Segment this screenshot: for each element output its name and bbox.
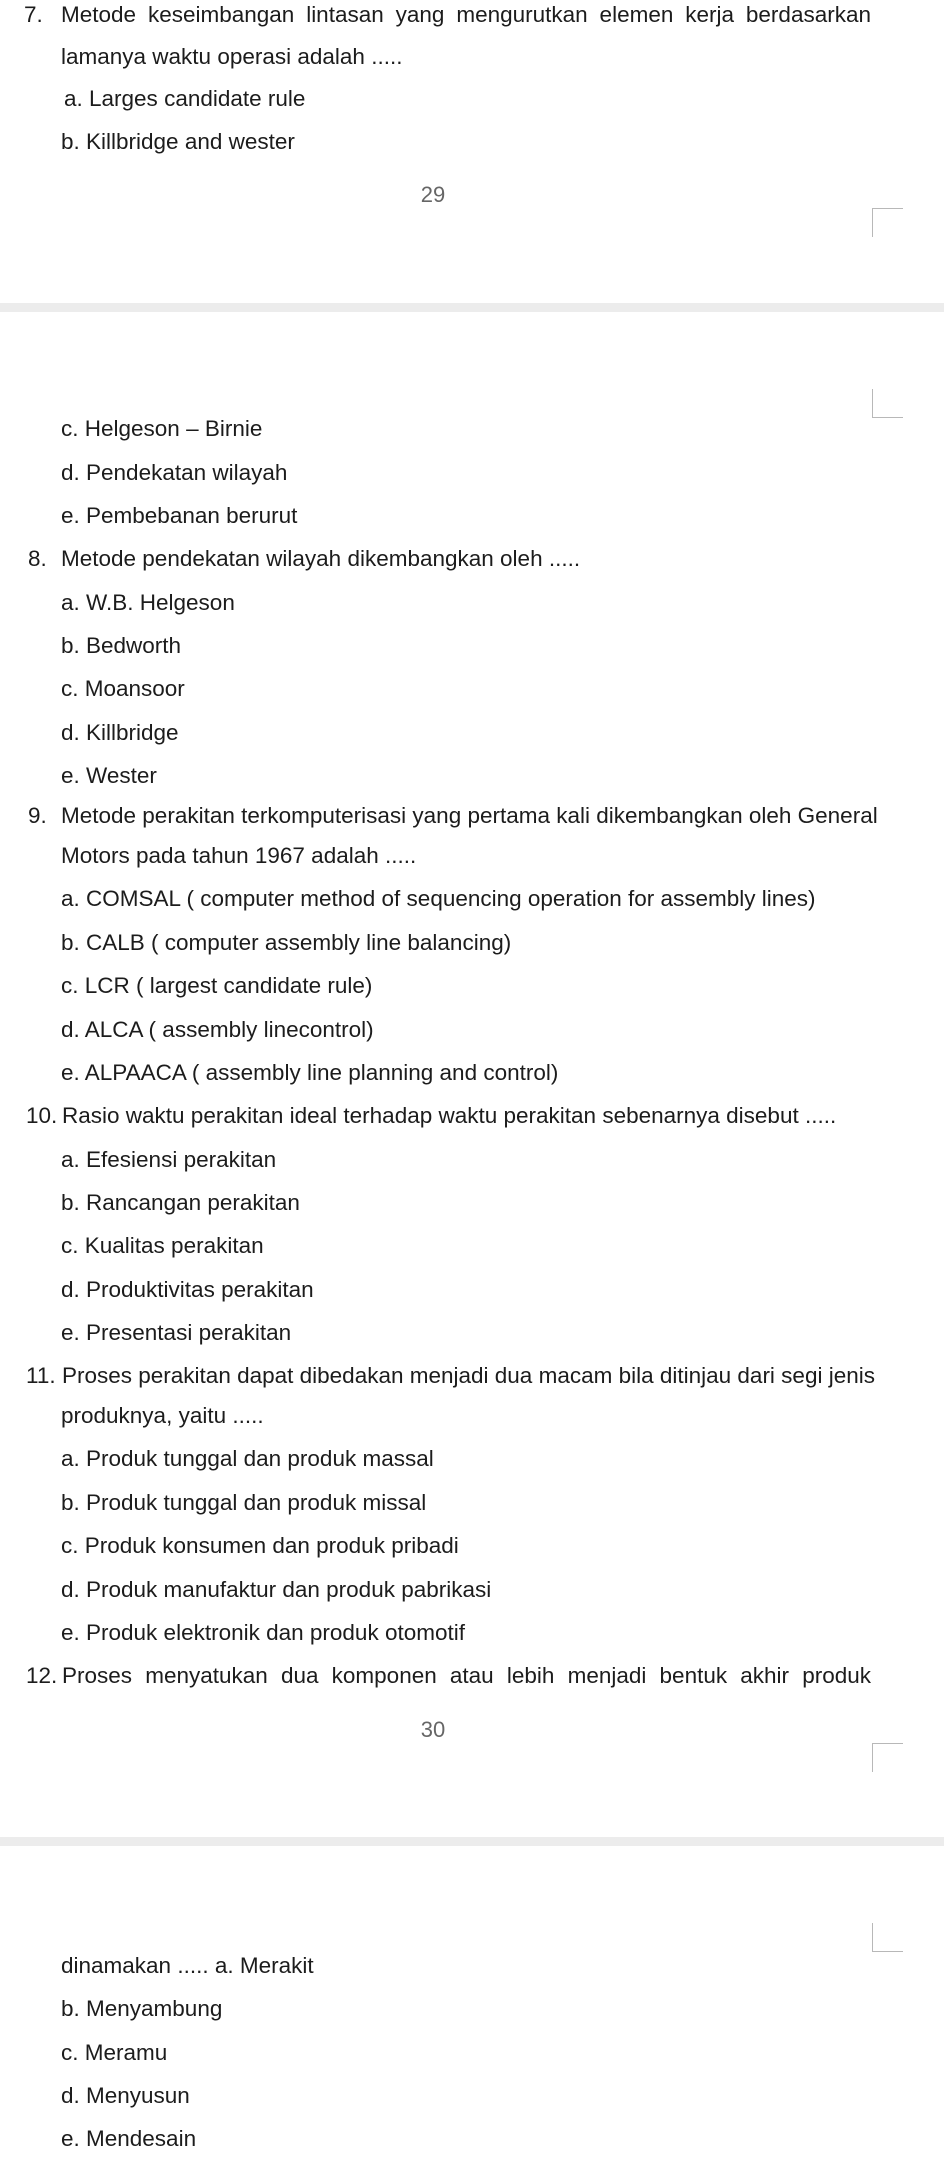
q11-option-e: e. Produk elektronik dan produk otomotif [61,1620,465,1645]
q11-number: 11. [26,1363,56,1388]
q9-number: 9. [28,803,47,828]
q11-option-d: d. Produk manufaktur dan produk pabrikasi [61,1577,492,1602]
page-number-29: 29 [420,182,446,207]
page-divider [0,303,944,312]
crop-mark-top-left [872,1743,903,1772]
q7-question-line1: Metode keseimbangan lintasan yang mengurutkan elemen kerja berdasarkan [61,2,871,27]
q12-option-d: d. Menyusun [61,2083,190,2108]
q9-option-a: a. COMSAL ( computer method of sequencing operation for assembly lines) [61,886,816,911]
q10-option-d: d. Produktivitas perakitan [61,1277,314,1302]
q7-number: 7. [24,2,43,27]
q8-option-b: b. Bedworth [61,633,182,658]
q8-option-d: d. Killbridge [61,720,179,745]
q12-question-line2: dinamakan ..... a. Merakit [61,1953,314,1978]
q7-option-d: d. Pendekatan wilayah [61,460,288,485]
q11-question-line2: produknya, yaitu ..... [61,1403,264,1428]
q10-number: 10. [26,1103,58,1128]
q9-option-d: d. ALCA ( assembly linecontrol) [61,1017,374,1042]
q9-option-c: c. LCR ( largest candidate rule) [61,973,373,998]
q12-question-line1: Proses menyatukan dua komponen atau lebih menjadi bentuk akhir produk [62,1663,871,1688]
q8-question: Metode pendekatan wilayah dikembangkan oleh ..... [61,546,581,571]
q10-option-a: a. Efesiensi perakitan [61,1147,277,1172]
page-number-30: 30 [420,1717,446,1742]
crop-mark-top-left [872,208,903,237]
q8-option-c: c. Moansoor [61,676,185,701]
q7-question-line2: lamanya waktu operasi adalah ..... [61,44,403,69]
q7-option-e: e. Pembebanan berurut [61,503,298,528]
q12-number: 12. [26,1663,58,1688]
q9-option-b: b. CALB ( computer assembly line balancing) [61,930,512,955]
q12-option-b: b. Menyambung [61,1996,223,2021]
q12-option-e: e. Mendesain [61,2126,197,2151]
q10-option-e: e. Presentasi perakitan [61,1320,292,1345]
q8-number: 8. [28,546,47,571]
q9-question-line1: Metode perakitan terkomputerisasi yang pertama kali dikembangkan oleh General [61,803,878,828]
crop-mark-bottom-left [872,1923,903,1952]
q11-option-b: b. Produk tunggal dan produk missal [61,1490,427,1515]
q10-option-c: c. Kualitas perakitan [61,1233,264,1258]
q11-question-line1: Proses perakitan dapat dibedakan menjadi dua macam bila ditinjau dari segi jenis [62,1363,875,1388]
q7-option-c: c. Helgeson – Birnie [61,416,263,441]
q12-option-c: c. Meramu [61,2040,168,2065]
q11-option-a: a. Produk tunggal dan produk massal [61,1446,434,1471]
q7-option-a: a. Larges candidate rule [64,86,306,111]
crop-mark-bottom-left [872,389,903,418]
q7-option-b: b. Killbridge and wester [61,129,295,154]
q10-question: Rasio waktu perakitan ideal terhadap waktu perakitan sebenarnya disebut ..... [62,1103,837,1128]
q9-option-e: e. ALPAACA ( assembly line planning and control) [61,1060,559,1085]
q9-question-line2: Motors pada tahun 1967 adalah ..... [61,843,417,868]
q8-option-a: a. W.B. Helgeson [61,590,235,615]
q11-option-c: c. Produk konsumen dan produk pribadi [61,1533,459,1558]
q8-option-e: e. Wester [61,763,157,788]
q10-option-b: b. Rancangan perakitan [61,1190,300,1215]
page-divider [0,1837,944,1846]
